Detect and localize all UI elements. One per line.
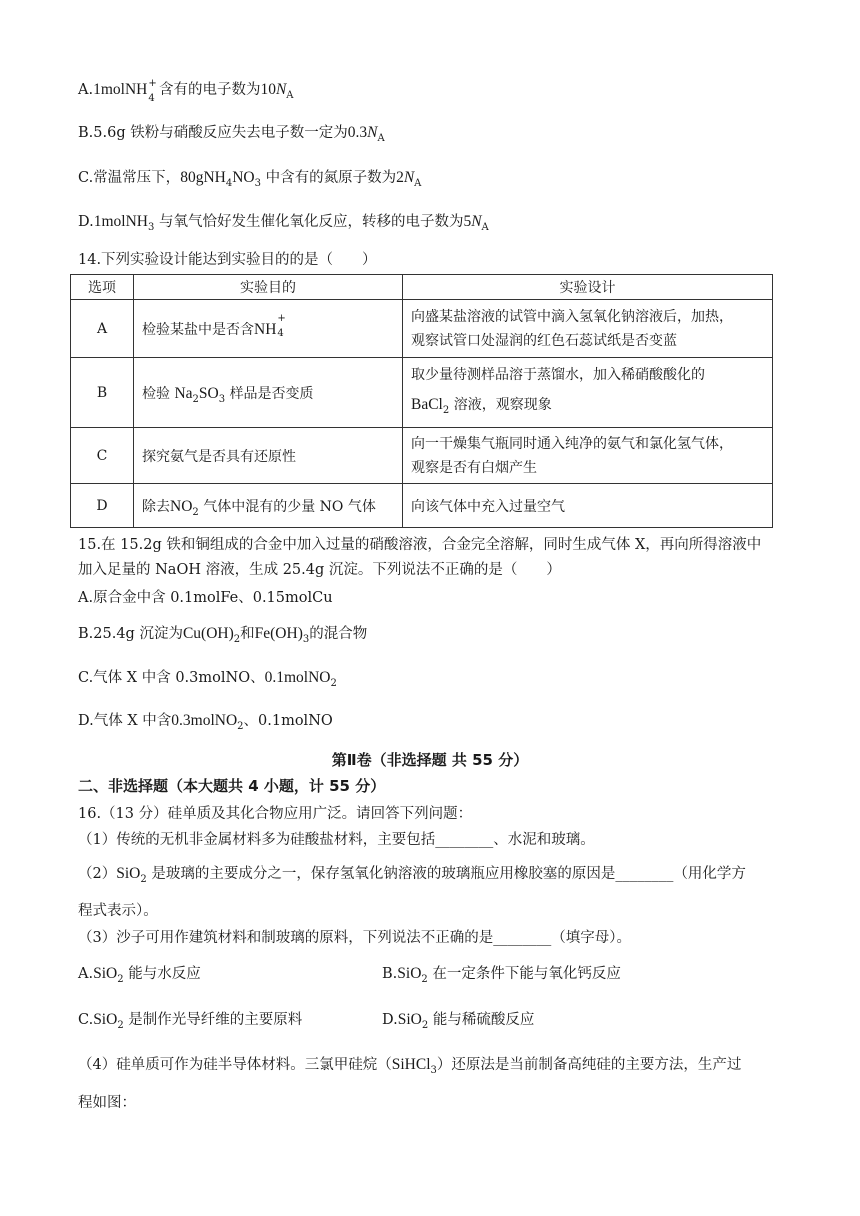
q16-part4: （4）硅单质可作为硅半导体材料。三氯甲硅烷（SiHCl$_3$）还原法是当前制备高纯硅的主要方法，生产过 [78,1056,742,1076]
row-design: 向该气体中充入过量空气 [403,484,773,528]
q15-stem-line2: 加入足量的 NaOH 溶液，生成 25.4g 沉淀。下列说法不正确的是（ ） [78,562,561,578]
q13-option-c: C.常温常压下，$80gNH_4NO_3$ 中含有的氮原子数为$2N_A$ [78,169,422,189]
table-row [71,358,773,428]
q16-option-a: A.SiO$_2$ 能与水反应 [78,965,201,985]
row-option: C [71,428,134,484]
header-aim: 实验目的 [134,275,403,300]
table-row [71,300,773,358]
row-aim: 除去$NO_2$ 气体中混有的少量 NO 气体 [134,484,403,528]
table-row [71,428,773,484]
table-header-row [71,275,773,300]
header-option: 选项 [71,275,134,300]
q14-stem: 14.下列实验设计能达到实验目的的是（ ） [78,252,377,268]
q14-table [70,274,773,528]
row-option: B [71,358,134,428]
header-design: 实验设计 [403,275,773,300]
q15-option-b: B.25.4g 沉淀为$Cu(OH)_2$和$Fe(OH)_3$的混合物 [78,625,368,645]
row-aim: 探究氨气是否具有还原性 [134,428,403,484]
section-heading: 二、非选择题（本大题共 4 小题，计 55 分） [78,777,386,795]
q13-option-a: A.1molNH + 4 含有的电子数为$10N_A$ [78,78,294,104]
q16-stem: 16.（13 分）硅单质及其化合物应用广泛。请回答下列问题： [78,806,473,822]
row-aim: 检验 $Na_2SO_3$ 样品是否变质 [134,358,403,428]
row-design: 向盛某盐溶液的试管中滴入氢氧化钠溶液后，加热， 观察试管口处湿润的红色石蕊试纸是否变蓝 [403,300,773,358]
row-option: A [71,300,134,358]
q13-option-d: D.1molNH$_3$ 与氧气恰好发生催化氧化反应，转移的电子数为$5N_A$ [78,213,489,233]
row-option: D [71,484,134,528]
q16-part2: （2）SiO$_2$ 是玻璃的主要成分之一，保存氢氧化钠溶液的玻璃瓶应用橡胶塞的原因是________（用化学方 [78,865,746,885]
q16-part4-line2: 程如图： [78,1095,136,1111]
q16-option-d: D.SiO$_2$ 能与稀硫酸反应 [382,1011,535,1031]
q16-option-c: C.SiO$_2$ 是制作光导纤维的主要原料 [78,1011,303,1031]
q15-option-d: D.气体 X 中含0.3molNO$_2$、0.1molNO [78,712,333,732]
row-aim: 检验某盐中是否含NH + 4 [134,300,403,358]
q16-option-b: B.SiO$_2$ 在一定条件下能与氧化钙反应 [382,965,621,985]
q13-option-b: B.5.6g 铁粉与硝酸反应失去电子数一定为$0.3N_A$ [78,124,385,144]
q15-option-c: C.气体 X 中含 0.3molNO、0.1molNO$_2$ [78,669,337,689]
q16-part1: （1）传统的无机非金属材料多为硅酸盐材料，主要包括________、水泥和玻璃。 [78,832,595,848]
row-design: 向一干燥集气瓶同时通入纯净的氨气和氯化氢气体， 观察是否有白烟产生 [403,428,773,484]
section-title: 第Ⅱ卷（非选择题 共 55 分） [331,751,529,769]
q15-stem-line1: 15.在 15.2g 铁和铜组成的合金中加入过量的硝酸溶液，合金完全溶解，同时生成气体 X，再向所得溶液中 [78,537,762,553]
q16-part2-line2: 程式表示）。 [78,903,158,919]
q15-option-a: A.原合金中含 0.1molFe、0.15molCu [78,590,333,606]
q16-part3: （3）沙子可用作建筑材料和制玻璃的原料，下列说法不正确的是________（填字母）。 [78,930,631,946]
row-design: 取少量待测样品溶于蒸馏水，加入稀硝酸酸化的 BaCl$_2$ 溶液，观察现象 [403,358,773,428]
table-row [71,484,773,528]
